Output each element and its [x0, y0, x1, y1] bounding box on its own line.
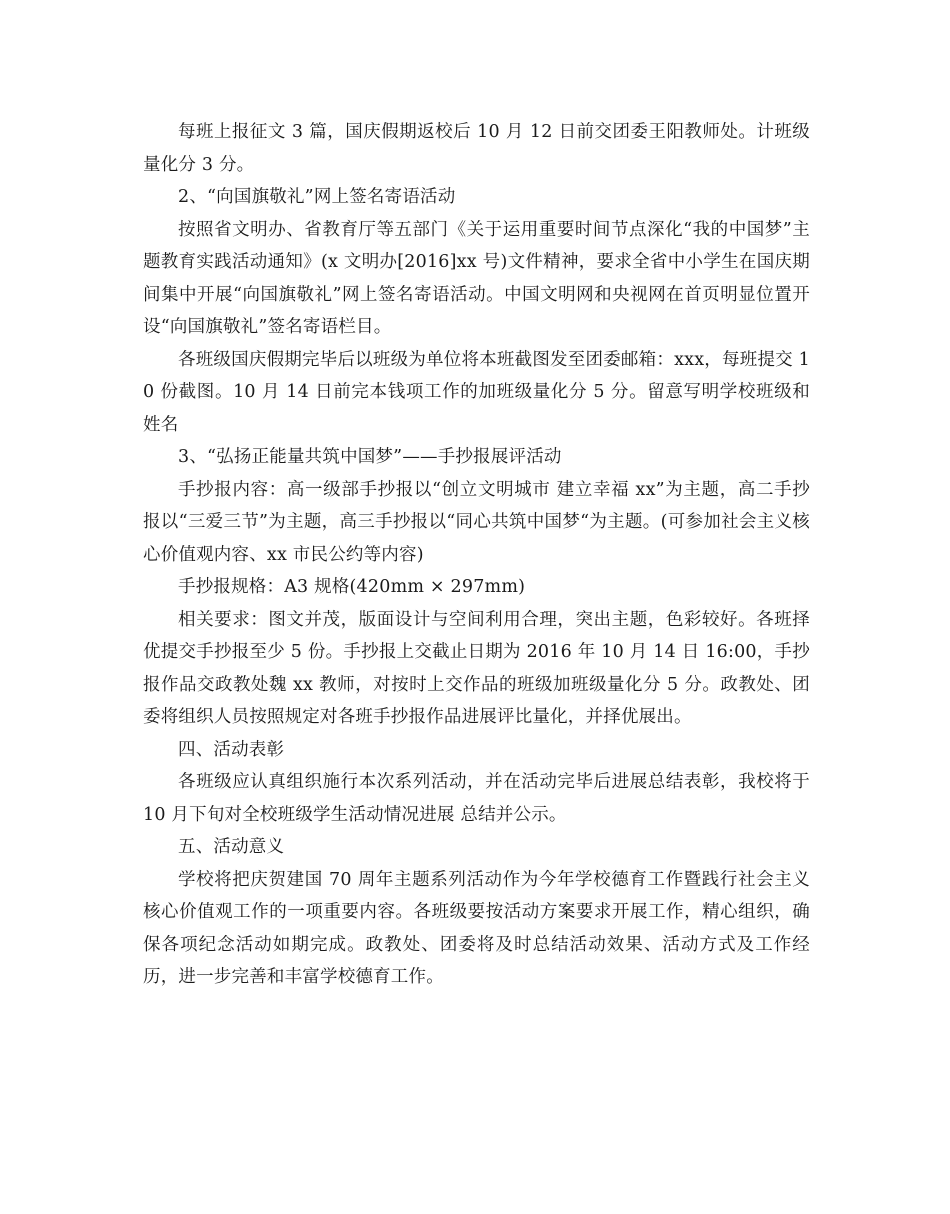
paragraph-essay-submission: 每班上报征文 3 篇，国庆假期返校后 10 月 12 日前交团委王阳教师处。计班级量化分 3 分。 — [143, 122, 810, 175]
heading-handwritten-newspaper: 3、“弘扬正能量共筑中国梦”——手抄报展评活动 — [178, 447, 562, 467]
paragraph-newspaper-requirements: 相关要求：图文并茂，版面设计与空间利用合理，突出主题，色彩较好。各班择优提交手抄报至少 5 份。手抄报上交截止日期为 2016 年 10 月 14 日 16:00，手抄报作品交政教处魏 xx 教师，对按时上交作品的班级加班级量化分 5 分。政教处、团委将组织人员按照规定对各班手抄报作品进展评比量化，并择优展出。 — [143, 609, 810, 727]
heading-section-four: 四、活动表彰 — [178, 739, 285, 760]
heading-flag-salute-activity: 2、“向国旗敬礼”网上签名寄语活动 — [178, 187, 456, 207]
paragraph-screenshot-submission: 各班级国庆假期完毕后以班级为单位将本班截图发至团委邮箱：xxx，每班提交 10 份截图。10 月 14 日前完本钱项工作的加班级量化分 5 分。留意写明学校班级和姓名 — [143, 349, 810, 435]
paragraph-newspaper-size: 手抄报规格：A3 规格(420mm × 297mm) — [178, 577, 526, 597]
paragraph-newspaper-content: 手抄报内容：高一级部手抄报以“创立文明城市 建立幸福 xx”为主题，高二手抄报以“三爱三节”为主题，高三手抄报以“同心共筑中国梦“为主题。(可参加社会主义核心价值观内容、xx 市民公约等内容) — [143, 479, 810, 565]
paragraph-significance: 学校将把庆贺建国 70 周年主题系列活动作为今年学校德育工作暨践行社会主义核心价值观工作的一项重要内容。各班级要按活动方案要求开展工作，精心组织，确保各项纪念活动如期完成。政教处、团委将及时总结活动效果、活动方式及工作经历，进一步完善和丰富学校德育工作。 — [143, 869, 810, 987]
paragraph-recognition: 各班级应认真组织施行本次系列活动，并在活动完毕后进展总结表彰，我校将于 10 月下旬对全校班级学生活动情况进展 总结并公示。 — [143, 772, 810, 825]
paragraph-flag-salute-notice: 按照省文明办、省教育厅等五部门《关于运用重要时间节点深化“我的中国梦”主题教育实践活动通知》(x 文明办[2016]xx 号)文件精神，要求全省中小学生在国庆期间集中开展“向国旗敬礼”网上签名寄语活动。中国文明网和央视网在首页明显位置开设“向国旗敬礼”签名寄语栏目。 — [143, 219, 810, 337]
document-body — [143, 116, 810, 994]
heading-section-five: 五、活动意义 — [178, 837, 285, 857]
